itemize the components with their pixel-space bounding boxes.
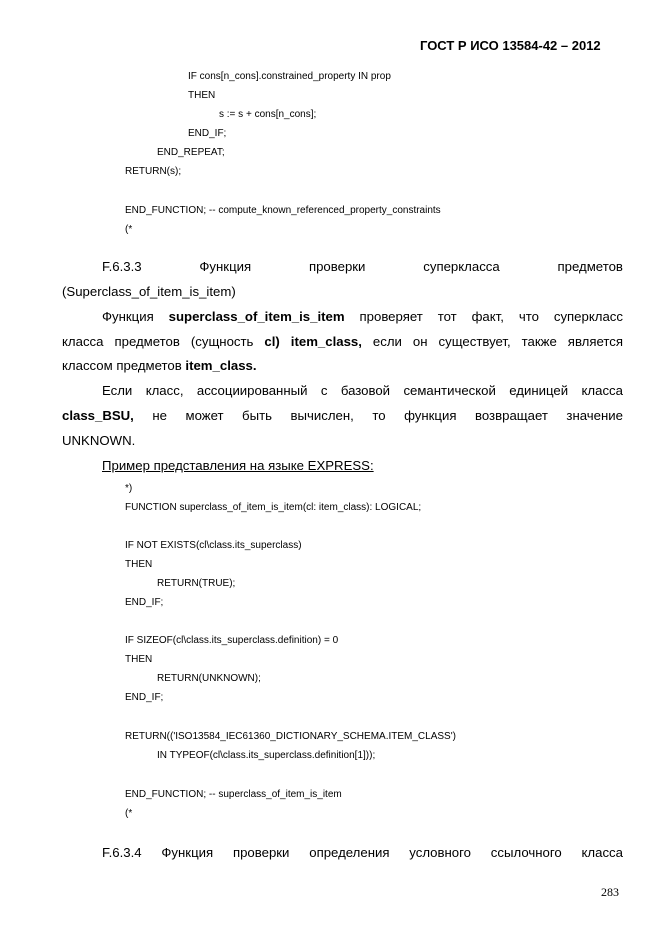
entity-name: item_class.	[185, 358, 257, 373]
document-header: ГОСТ Р ИСО 13584-42 – 2012	[420, 38, 601, 53]
code-line: *)	[125, 483, 133, 494]
code-line: RETURN(('ISO13584_IEC61360_DICTIONARY_SCHEMA.ITEM_CLASS')	[125, 731, 456, 742]
code-line: THEN	[188, 90, 216, 101]
paragraph-line: класса предметов (сущность cl) item_class, если он существует, также является	[62, 334, 624, 349]
paragraph-line: классом предметов item_class.	[62, 358, 257, 373]
code-line: RETURN(TRUE);	[157, 578, 236, 589]
code-line: IN TYPEOF(cl\class.its_superclass.definition[1]));	[157, 750, 376, 761]
code-line: THEN	[125, 654, 153, 665]
code-line: IF SIZEOF(cl\class.its_superclass.definition) = 0	[125, 635, 339, 646]
paragraph-line: class_BSU, не может быть вычислен, то функция возвращает значение	[62, 408, 623, 423]
code-line: THEN	[125, 559, 153, 570]
paragraph-line: UNKNOWN.	[62, 433, 136, 448]
function-name: superclass_of_item_is_item	[168, 309, 345, 324]
code-line: (*	[125, 224, 133, 235]
paragraph-line: Функция superclass_of_item_is_item проверяет тот факт, что суперкласс	[102, 309, 623, 324]
code-line: s := s + cons[n_cons];	[219, 109, 317, 120]
code-line: END_IF;	[125, 597, 164, 608]
paragraph-line: Если класс, ассоциированный с базовой семантической единицей класса	[102, 383, 623, 398]
section-number: F.6.3.3	[102, 259, 142, 274]
heading-word: Функция	[199, 259, 252, 274]
code-line: IF NOT EXISTS(cl\class.its_superclass)	[125, 540, 302, 551]
section-number: F.6.3.4	[102, 845, 142, 860]
entity-name: class_BSU,	[62, 408, 134, 423]
code-line: END_FUNCTION; -- compute_known_referenced_property_constraints	[125, 205, 441, 216]
page-number: 283	[601, 885, 619, 899]
code-line: END_REPEAT;	[157, 147, 225, 158]
section-heading-continuation: (Superclass_of_item_is_item)	[62, 284, 236, 299]
code-line: END_FUNCTION; -- superclass_of_item_is_item	[125, 789, 342, 800]
code-line: END_IF;	[188, 128, 227, 139]
section-heading	[102, 259, 623, 275]
code-line: RETURN(s);	[125, 166, 182, 177]
code-line: IF cons[n_cons].constrained_property IN prop	[188, 71, 391, 82]
code-line: RETURN(UNKNOWN);	[157, 673, 261, 684]
entity-name: cl) item_class,	[264, 334, 362, 349]
heading-word: предметов	[557, 259, 623, 274]
code-line: END_IF;	[125, 692, 164, 703]
code-line: FUNCTION superclass_of_item_is_item(cl: item_class): LOGICAL;	[125, 502, 422, 513]
code-line: (*	[125, 808, 133, 819]
heading-word: суперкласса	[423, 259, 500, 274]
example-label: Пример представления на языке EXPRESS:	[102, 458, 374, 473]
heading-word: проверки	[308, 259, 366, 274]
section-heading: F.6.3.4 Функция проверки определения условного ссылочного класса	[102, 845, 623, 860]
